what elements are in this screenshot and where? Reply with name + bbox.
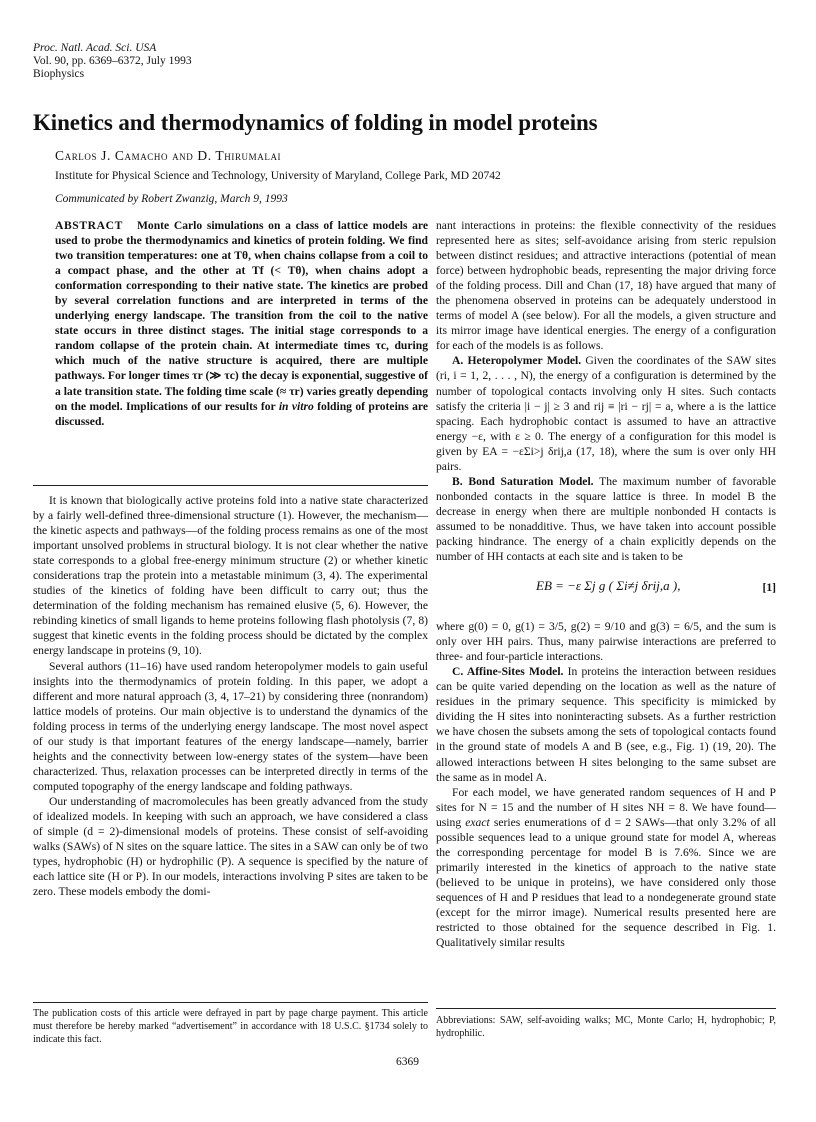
model-b-text: The maximum number of favorable nonbonded contacts in the square lattice is three. In model B the decrease in energy when there are multiple nonbonded H contacts is assumed to be nonadditive. Thus, we have taken into account possible packing hindrance. The energy of a chain explicitly depends on the number of HH contacts at each site and is taken to be [436, 474, 776, 564]
abstract-divider [33, 485, 428, 486]
model-b-heading: B. Bond Saturation Model. [452, 474, 594, 488]
sequence-italic: exact [465, 815, 490, 829]
article-title: Kinetics and thermodynamics of folding in model proteins [33, 110, 598, 135]
equation-number: [1] [762, 581, 776, 595]
communicated-by: Communicated by Robert Zwanzig, March 9, 1993 [55, 193, 288, 205]
right-column [436, 218, 776, 950]
sequence-text-a: For each model, we have generated random sequences of H and P sites for N = 15 and the number of H sites NH = 8. We have found—using [436, 785, 776, 829]
model-a-text: Given the coordinates of the SAW sites (ri, i = 1, 2, . . . , N), the energy of a configuration is determined by the number of topological contacts involving only H sites. Such contacts satisfy the criteria |i − j| ≥ 3 and rij ≡ |ri − rj| = a, where a is the lattice spacing. Each hydrophobic contact is assumed to have an attractive energy −ε, with ε ≥ 0. The energy of a configuration for this model is given by EA = −εΣi>j δrij,a (17, 18), where the sum is over only HH pairs. [436, 354, 776, 473]
after-equation-text: where g(0) = 0, g(1) = 3/5, g(2) = 9/10 and g(3) = 6/5, and the sum is only over HH pairs. Thus, many pairwise interactions are preferred to three- and four-particle interactions. [436, 620, 776, 664]
abbreviations-divider [436, 1008, 776, 1009]
footnote-divider [33, 1002, 428, 1003]
model-a-heading: A. Heteropolymer Model. [452, 354, 582, 368]
sequence-paragraph [436, 785, 776, 951]
journal-name: Proc. Natl. Acad. Sci. USA [33, 42, 157, 54]
abstract [55, 218, 428, 429]
right-paragraph-1: nant interactions in proteins: the flexible connectivity of the residues represented here as sites; self-avoidance arising from steric repulsion between distinct residues; and attractive interactions (potential of mean force) between hydrophobic beads, representing the major driving force of the folding process. Dill and Chan (17, 18) have argued that many of the phenomena observed in proteins can be adequately understood in terms of model A (see below). For all the models, a given structure and its mirror image have identical energies. The energy of a configuration for each of the models is as follows. [436, 219, 776, 353]
journal-section: Biophysics [33, 68, 85, 80]
model-c-paragraph [436, 664, 776, 784]
left-column [33, 493, 428, 899]
model-b-paragraph [436, 474, 776, 564]
publication-footnote: The publication costs of this article were defrayed in part by page charge payment. This article must therefore be hereby marked “advertisement” in accordance with 18 U.S.C. §1734 solely to indicate this fact. [33, 1008, 428, 1045]
equation-1 [436, 568, 776, 613]
journal-header [33, 42, 192, 81]
page-number: 6369 [396, 1056, 419, 1068]
intro-paragraph-2: Several authors (11–16) have used random heteropolymer models to gain useful insights into the thermodynamics of protein folding. In this paper, we adopt a different and more natural approach (3, 4, 17–21) by considering three (nonrandom) lattice models of proteins. Our main objective is to understand the dynamics of the folding process in terms of the underlying energy landscape. The most novel aspect of our study is that important features of the energy landscape—namely, barrier heights and the connectivity between low-energy states of the system—have been characterized. Thus, relaxation processes can be interpreted directly in terms of the computed topography of the energy landscape and folding pathways. [33, 659, 428, 793]
intro-paragraph-1: It is known that biologically active proteins fold into a native state characterized by a fairly well-defined three-dimensional structure (1). However, the mechanism—the kinetic aspects and pathways—of the folding process remains as one of the most important unsolved problems in structural biology. It is not clear whether the native state corresponds to a global free-energy minimum structure (2) or whether kinetic considerations trap the protein into a metastable minimum (3, 4). The experimental studies of the kinetics of folding have been difficult to carry out; thus the determination of the folding mechanism has remained elusive (5, 6). However, the rebinding kinetics of small ligands to heme proteins following flash photolysis (7, 8) suggest that kinetic events in the folding process should be dictated by the complex energy landscape in proteins (9, 10). [33, 494, 428, 658]
intro-paragraph-3: Our understanding of macromolecules has been greatly advanced from the study of idealized models. In keeping with such an approach, we have considered a class of simple (d = 2)-dimensional models of proteins. These consist of self-avoiding walks (SAWs) of N sites on the square lattice. The sites in a SAW can only be of two types, hydrophobic (H) or hydrophilic (P). A sequence is specified by the nature of each lattice site (H or P). In our models, interactions involving P sites are taken to be zero. These models embody the domi- [33, 794, 428, 899]
model-c-heading: C. Affine-Sites Model. [452, 665, 564, 679]
abstract-heading: ABSTRACT [55, 219, 123, 232]
author-list: Carlos J. Camacho and D. Thirumalai [55, 148, 282, 163]
model-a-paragraph [436, 353, 776, 473]
abstract-text: Monte Carlo simulations on a class of lattice models are used to probe the thermodynamics and kinetics of protein folding. We find two transition temperatures: one at Tθ, when chains collapse from a coil to a compact phase, and the other at Tf (< Tθ), when chains adopt a conformation corresponding to their native state. The kinetics are probed by several correlation functions and are interpreted in terms of the underlying energy landscape. The transition from the coil to the native state occurs in three distinct stages. The initial stage corresponds to a random collapse of the protein chain. At intermediate times τc, during which much of the native structure is acquired, there are multiple pathways. For longer times τr (≫ τc) the decay is exponential, suggestive of a late transition state. The folding time scale (≈ τr) varies greatly depending on the model. Implications of our results for [55, 219, 428, 413]
sequence-text-b: series enumerations of d = 2 SAWs—that only 3.2% of all possible sequences lead to a unique ground state for model A, whereas the corresponding percentage for model B is 7.6%. Since we are primarily interested in the kinetics of approach to the native state (believed to be unique in proteins), we have considered only those sequences of H and P residues that lead to a nondegenerate ground state (except for the mirror image). Numerical results presented here are restricted to those obtained for the sequence described in Fig. 1. Qualitatively similar results [436, 815, 776, 950]
journal-volume: Vol. 90, pp. 6369–6372, July 1993 [33, 55, 192, 67]
abbreviations-note: Abbreviations: SAW, self-avoiding walks; MC, Monte Carlo; H, hydrophobic; P, hydrophilic. [436, 1015, 776, 1039]
model-c-text: In proteins the interaction between residues can be quite varied depending on the location as well as the nature of residues in the primary sequence. This specificity is mimicked by dividing the H sites into noninteracting subsets. As a further restriction we have chosen the subsets among the sets of topological contacts found in the ground state of models A and B (see, e.g., Fig. 1) (19, 20). The allowed interactions between H sites belonging to the same subset are the same as in model A. [436, 665, 776, 784]
abstract-text-end: folding of proteins are discussed. [55, 399, 429, 428]
equation-body: EB = −ε Σj g ( Σi≠j δrij,a ), [536, 578, 681, 594]
affiliation: Institute for Physical Science and Technology, University of Maryland, College Park, MD 20742 [55, 170, 501, 182]
abstract-italic: in vitro [278, 399, 314, 413]
